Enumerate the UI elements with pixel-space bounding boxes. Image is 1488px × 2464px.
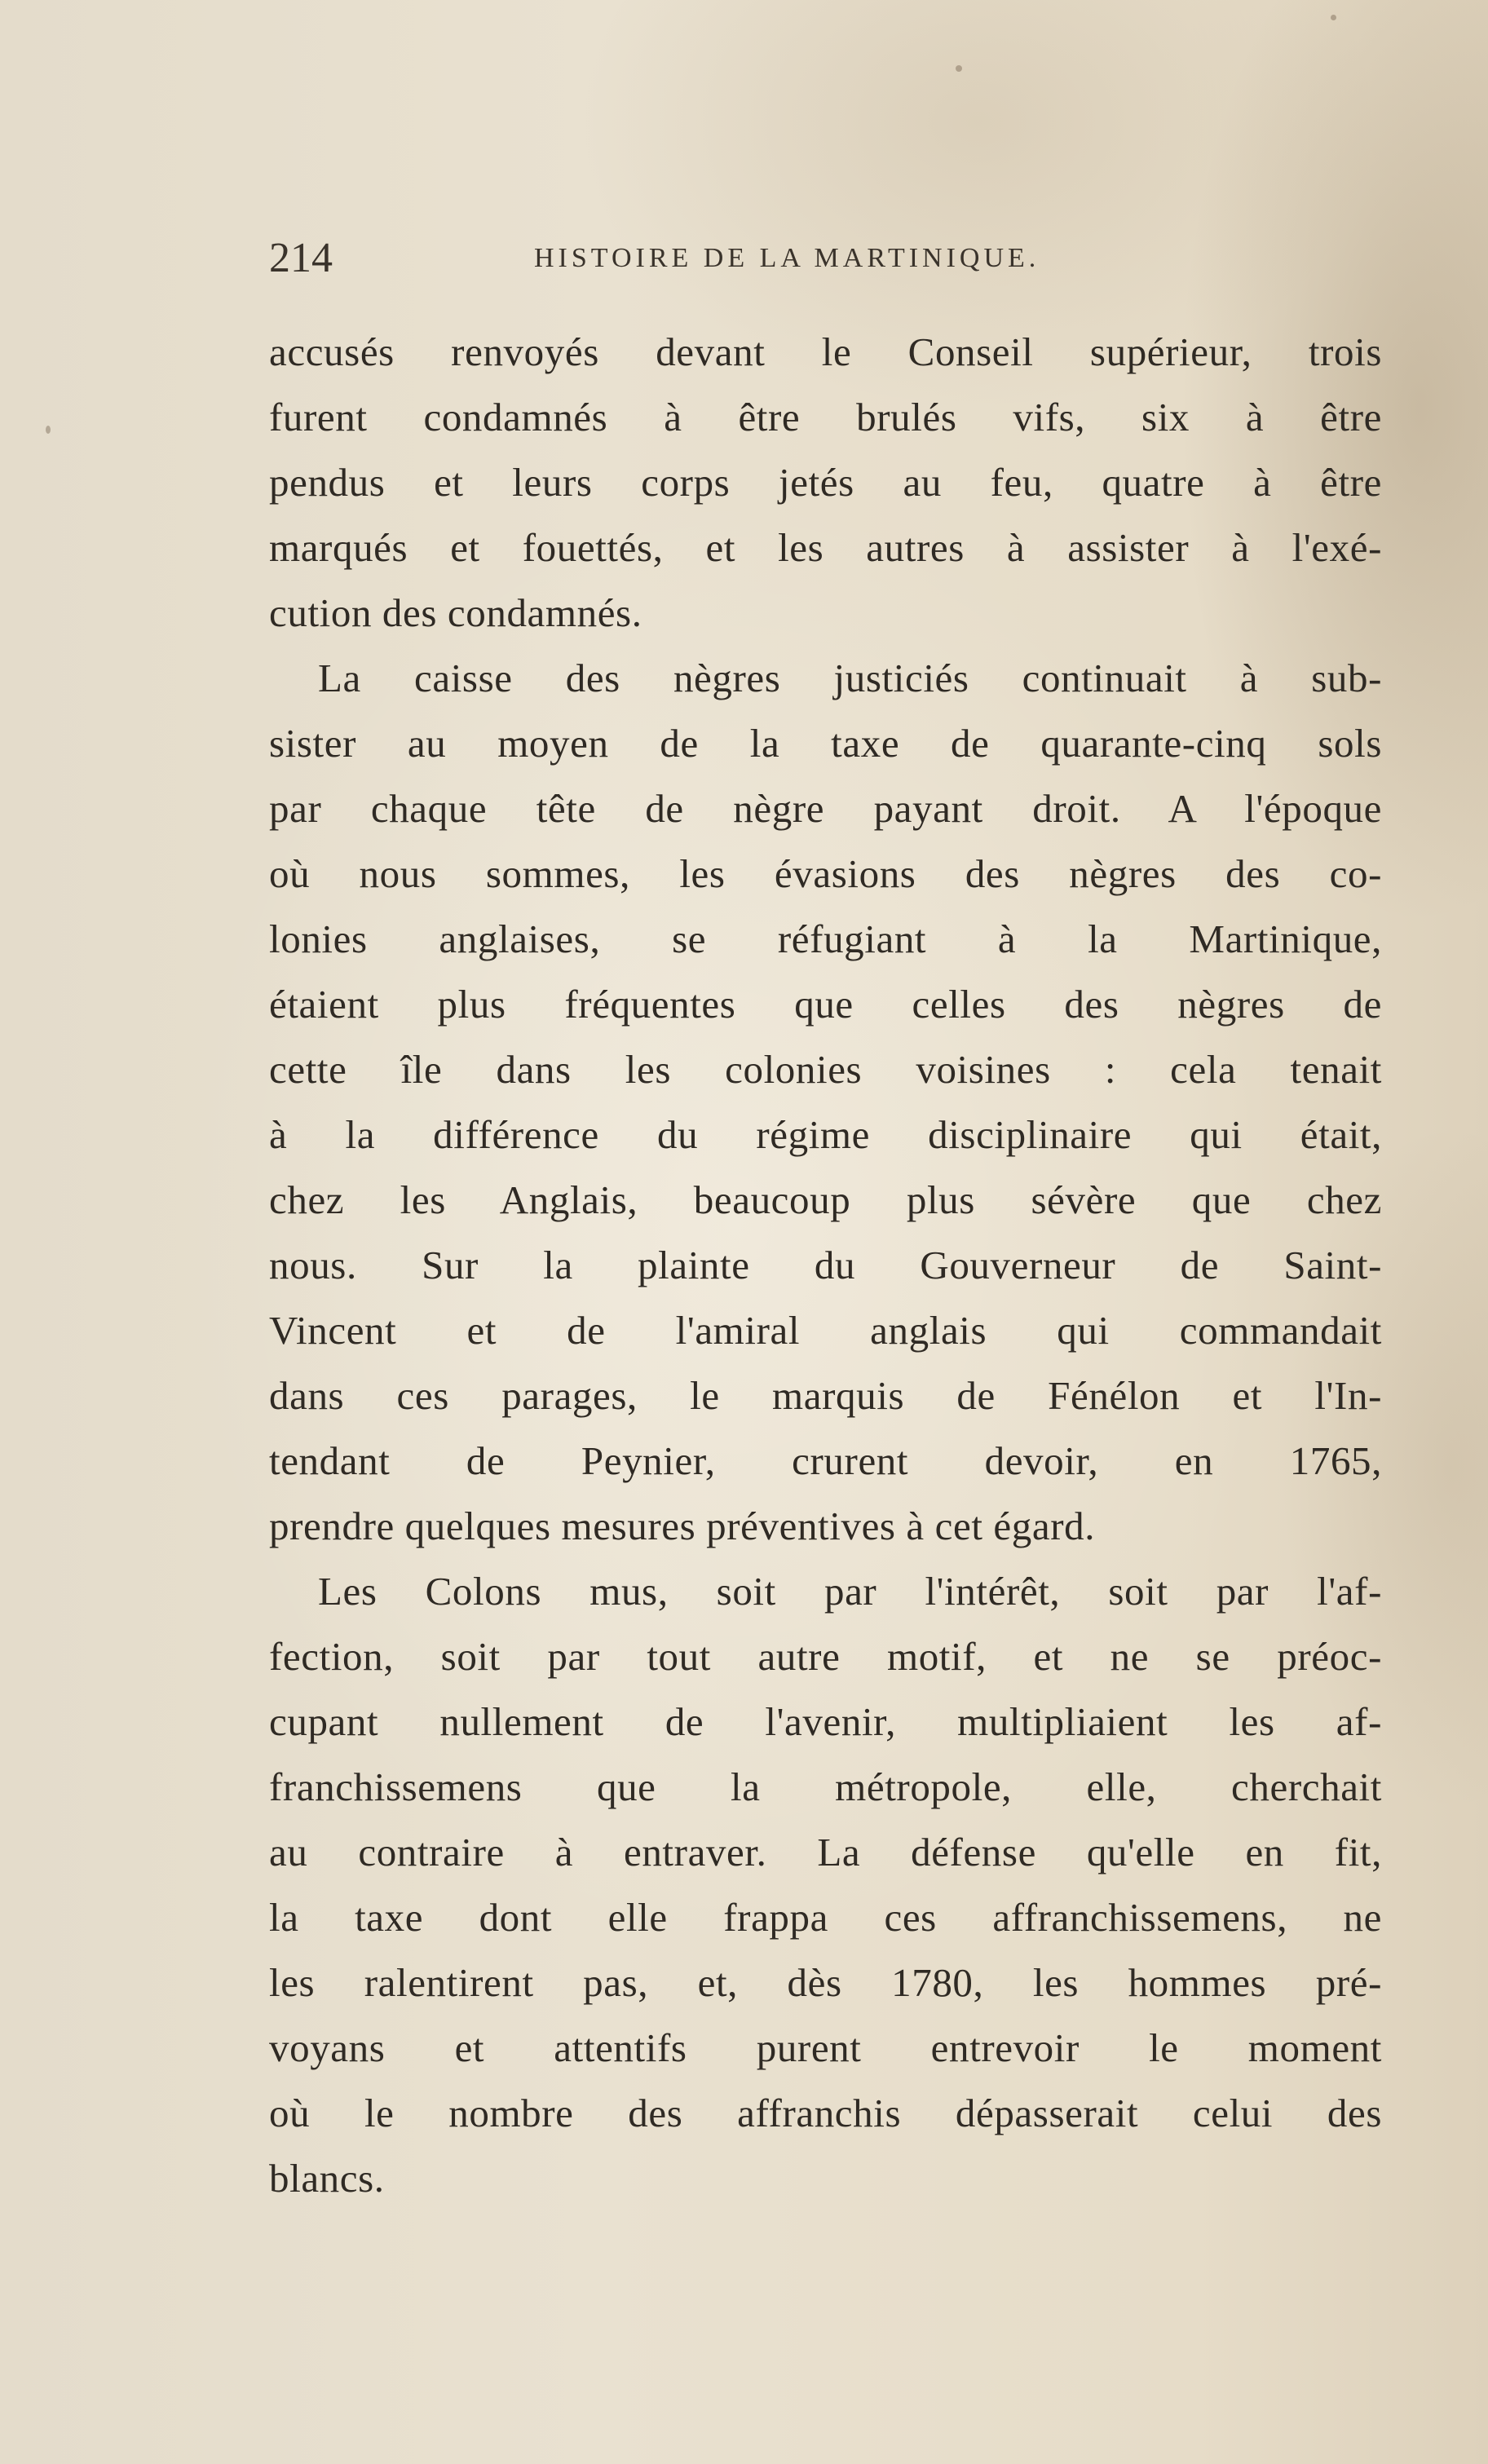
text-line: accusés renvoyés devant le Conseil supérieur, trois: [269, 329, 1382, 374]
body-text: [269, 320, 1382, 2211]
page-number: 214: [269, 235, 333, 281]
text-line: par chaque tête de nègre payant droit. A l'époque: [269, 786, 1382, 831]
text-line: Les Colons mus, soit par l'intérêt, soit par l'af-: [318, 1569, 1382, 1614]
text-line: les ralentirent pas, et, dès 1780, les hommes pré-: [269, 1960, 1382, 2005]
paper-speck: [956, 65, 962, 72]
text-line: où le nombre des affranchis dépasserait celui des: [269, 2091, 1382, 2135]
text-line: pendus et leurs corps jetés au feu, quatre à être: [269, 460, 1382, 505]
text-line: tendant de Peynier, crurent devoir, en 1765,: [269, 1438, 1382, 1483]
text-line: franchissemens que la métropole, elle, cherchait: [269, 1764, 1382, 1809]
text-line: voyans et attentifs purent entrevoir le moment: [269, 2025, 1382, 2070]
text-line: dans ces parages, le marquis de Fénélon et l'In-: [269, 1373, 1382, 1418]
text-line: sister au moyen de la taxe de quarante-cinq sols: [269, 721, 1382, 766]
text-line: marqués et fouettés, et les autres à assister à l'exé-: [269, 525, 1382, 570]
page-header: [269, 230, 1394, 287]
text-line: cette île dans les colonies voisines : cela tenait: [269, 1047, 1382, 1092]
text-line: la taxe dont elle frappa ces affranchissemens, ne: [269, 1895, 1382, 1940]
text-line: furent condamnés à être brulés vifs, six à être: [269, 395, 1382, 439]
running-head: HISTOIRE DE LA MARTINIQUE.: [534, 243, 1040, 273]
text-line: lonies anglaises, se réfugiant à la Martinique,: [269, 916, 1382, 961]
paper-speck: [1331, 15, 1336, 20]
text-line: où nous sommes, les évasions des nègres des co-: [269, 851, 1382, 896]
text-line: Vincent et de l'amiral anglais qui commandait: [269, 1308, 1382, 1353]
text-line: fection, soit par tout autre motif, et ne se préoc-: [269, 1634, 1382, 1679]
text-line: blancs.: [269, 2156, 385, 2201]
text-line: au contraire à entraver. La défense qu'elle en fit,: [269, 1830, 1382, 1874]
text-line: cupant nullement de l'avenir, multipliaient les af-: [269, 1699, 1382, 1744]
text-line: à la différence du régime disciplinaire qui était,: [269, 1112, 1382, 1157]
text-line: prendre quelques mesures préventives à cet égard.: [269, 1504, 1096, 1548]
text-line: chez les Anglais, beaucoup plus sévère que chez: [269, 1177, 1382, 1222]
paper-speck: [46, 426, 51, 434]
text-line: La caisse des nègres justiciés continuait à sub-: [318, 656, 1382, 700]
text-line: étaient plus fréquentes que celles des nègres de: [269, 982, 1382, 1027]
text-line: cution des condamnés.: [269, 590, 642, 635]
text-line: nous. Sur la plainte du Gouverneur de Saint-: [269, 1243, 1382, 1287]
